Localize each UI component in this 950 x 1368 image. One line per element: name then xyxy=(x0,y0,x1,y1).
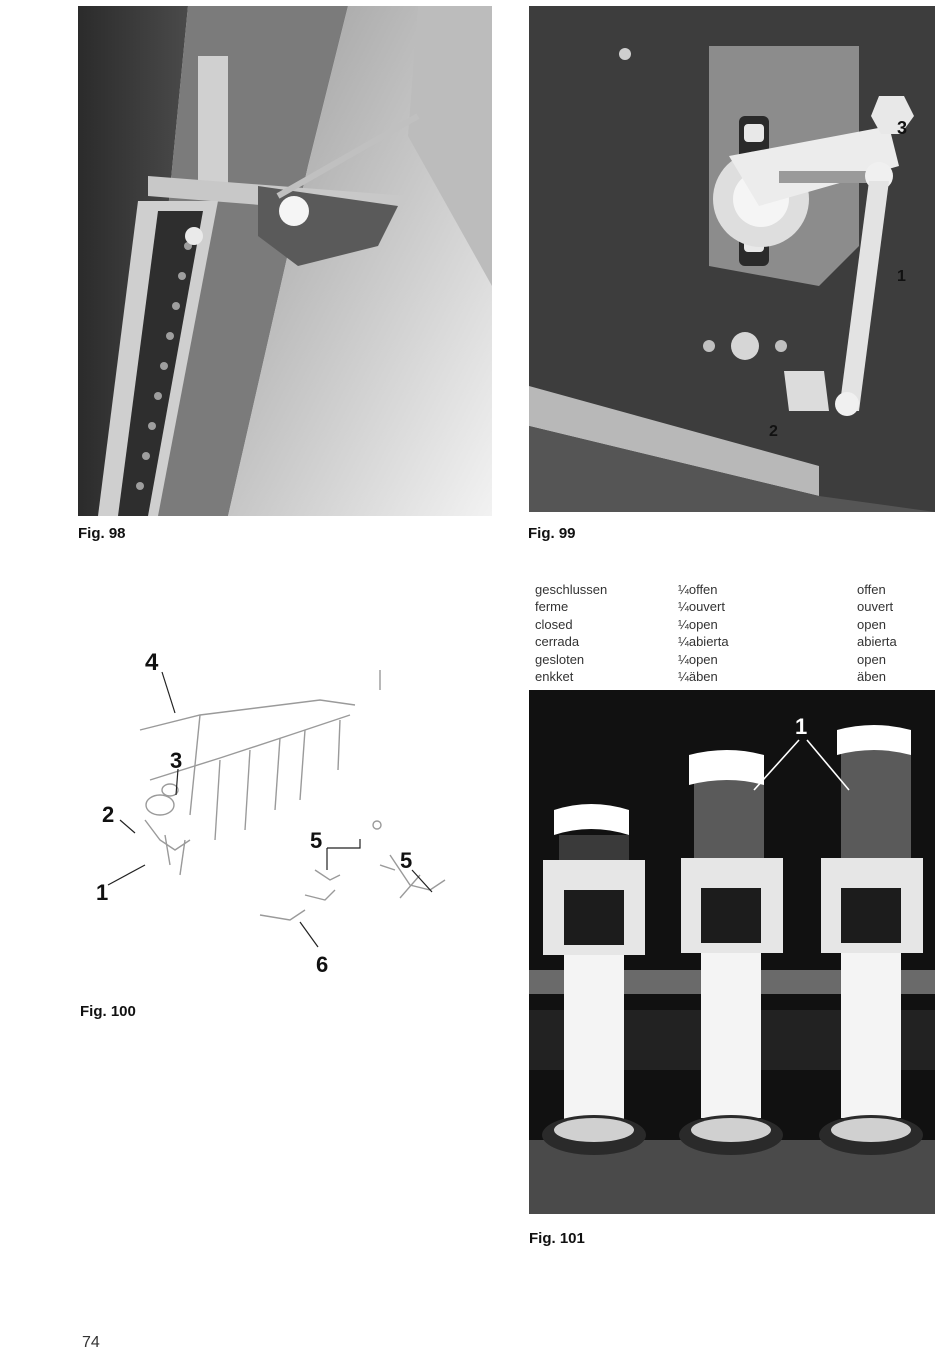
closed-da: enkket xyxy=(535,669,574,685)
open-en: open xyxy=(857,616,886,632)
quarter-open-en: ¼open xyxy=(678,616,718,632)
fig100-diagram xyxy=(90,640,470,980)
closed-column xyxy=(535,581,607,685)
open-column xyxy=(857,581,897,685)
fig99-caption: Fig. 99 xyxy=(528,525,576,542)
closed-nl: gesloten xyxy=(535,651,585,667)
fig99-callout-3: 3 xyxy=(897,118,908,138)
open-de: offen xyxy=(857,582,886,597)
closed-en: closed xyxy=(535,616,573,632)
quarter-open-fr: ¼ouvert xyxy=(678,599,725,615)
fig100-callout-5b: 5 xyxy=(400,848,413,873)
fig100-callout-5a: 5 xyxy=(310,828,323,853)
quarter-open-de: ¼offen xyxy=(678,582,718,597)
fig100-callout-6: 6 xyxy=(316,952,329,977)
fig98-caption: Fig. 98 xyxy=(78,525,126,542)
open-fr: ouvert xyxy=(857,599,894,615)
quarter-open-column xyxy=(678,581,729,685)
open-da: äben xyxy=(857,669,886,685)
fig100-callout-1: 1 xyxy=(96,880,109,905)
closed-fr: ferme xyxy=(535,599,569,615)
open-nl: open xyxy=(857,651,886,667)
fig100-callout-3: 3 xyxy=(170,748,183,773)
closed-de: geschlussen xyxy=(535,582,608,597)
fig100-callout-4: 4 xyxy=(145,649,159,676)
fig99-callout-1: 1 xyxy=(897,268,906,285)
fig99-photo xyxy=(529,6,935,512)
quarter-open-da: ¼äben xyxy=(678,669,718,685)
fig101-photo xyxy=(529,690,935,1214)
fig99-callout-2: 2 xyxy=(769,423,778,440)
fig101-callout-1: 1 xyxy=(795,714,808,739)
open-es: abierta xyxy=(857,634,897,650)
quarter-open-nl: ¼open xyxy=(678,651,718,667)
closed-es: cerrada xyxy=(535,634,580,650)
fig100-callout-2: 2 xyxy=(102,802,115,827)
fig101-caption: Fig. 101 xyxy=(529,1230,585,1247)
page-number: 74 xyxy=(82,1334,100,1351)
fig100-caption: Fig. 100 xyxy=(80,1003,136,1020)
fig98-photo xyxy=(78,6,492,516)
quarter-open-es: ¼abierta xyxy=(678,634,729,650)
